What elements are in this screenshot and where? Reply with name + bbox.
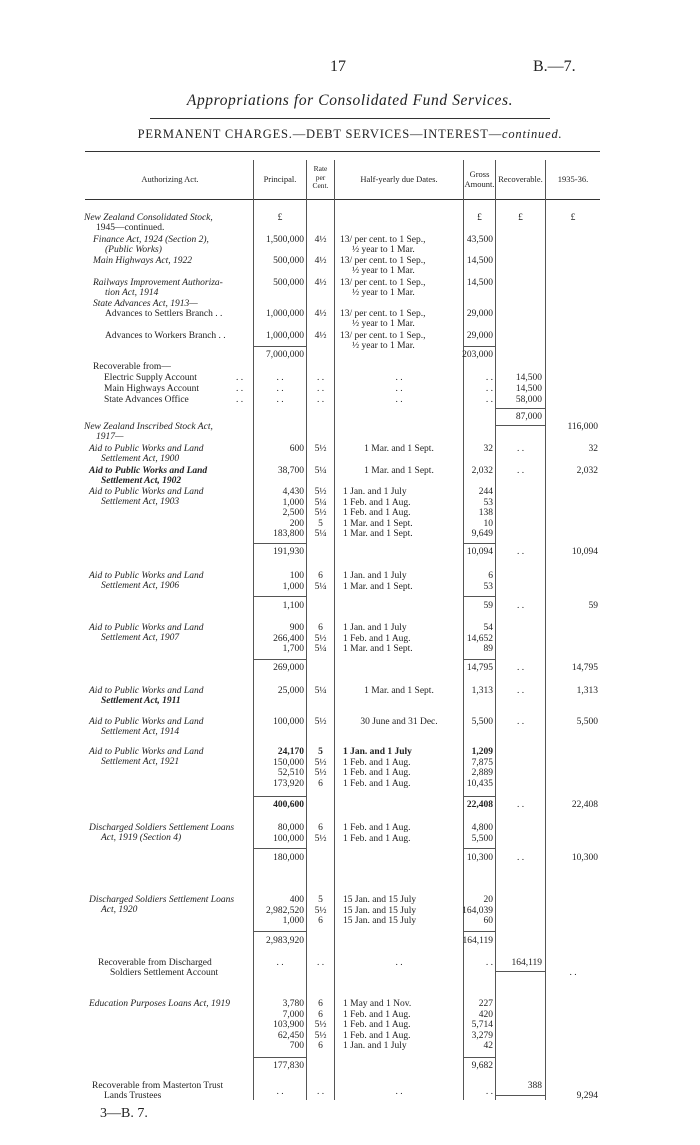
act-name-cont: Settlement Act, 1921 [101, 757, 180, 767]
leader-dots: . . [236, 373, 244, 383]
leader-dots: . . [516, 686, 525, 696]
leader-dots: . . [516, 717, 525, 727]
principal-total: 2,983,920 [266, 936, 304, 946]
act-name-cont: Settlement Act, 1900 [101, 454, 180, 464]
recoverable-line-cont: Lands Trustees [104, 1091, 162, 1101]
gross-value: 5,714 [471, 1020, 493, 1030]
year-value: 10,094 [571, 547, 598, 557]
act-name: Discharged Soldiers Settlement Loans [89, 895, 235, 905]
page-footer: 3—B. 7. [100, 1106, 148, 1121]
recoverable-item: Electric Supply Account [104, 373, 197, 383]
rate-value: 6 [318, 571, 323, 581]
recoverable-value: 14,500 [515, 373, 542, 383]
leader-dots: . . [395, 1087, 403, 1097]
rate-value: 5¼ [314, 644, 327, 654]
due-dates: 1 Feb. and 1 Aug. [343, 757, 411, 768]
col-header-principal: Principal. [263, 174, 297, 184]
gross-value: 54 [483, 623, 493, 633]
rate-value: 5½ [314, 487, 327, 497]
rate-value: 5½ [314, 768, 327, 778]
recoverable-value: 164,119 [511, 958, 542, 968]
leader-dots: . . [236, 384, 244, 394]
col-header-year: 1935-36. [557, 174, 589, 184]
principal-value: 266,400 [273, 633, 304, 644]
due-dates: 1 Feb. and 1 Aug. [343, 1030, 411, 1041]
principal-value: 100,000 [273, 833, 304, 844]
page-number: 17 [330, 58, 346, 75]
principal-total: 269,000 [273, 663, 304, 673]
gross-value: 14,500 [466, 278, 493, 288]
recoverable-heading: Recoverable from— [93, 362, 171, 372]
rate-value: 4½ [314, 278, 327, 288]
leader-dots: . . [516, 601, 525, 611]
gross-value: 9,649 [471, 529, 493, 539]
due-dates: 1 Mar. and 1 Sept. [343, 518, 413, 529]
gross-value: 42 [483, 1041, 493, 1051]
principal-value: 600 [289, 444, 304, 454]
rate-value: 5¼ [314, 529, 327, 539]
due-dates: 13/ per cent. to 1 Sep., [340, 256, 426, 266]
net-value: 116,000 [567, 422, 598, 432]
principal-value: 80,000 [277, 823, 304, 833]
leader-dots: . . [276, 1087, 284, 1097]
leader-dots: . . [485, 395, 493, 405]
principal-value: 103,900 [273, 1020, 304, 1030]
col-header-act: Authorizing Act. [141, 174, 199, 184]
rate-value: 6 [318, 623, 323, 633]
rate-value: 6 [318, 999, 323, 1009]
principal-value: 38,700 [277, 466, 304, 476]
act-name-cont: Settlement Act, 1907 [101, 633, 180, 643]
gross-value: 164,039 [462, 905, 493, 916]
leader-dots: . . [395, 958, 403, 968]
year-value: 14,795 [571, 663, 598, 673]
title-rule [150, 118, 550, 119]
rate-value: 5½ [314, 1030, 327, 1041]
rate-value: 4½ [314, 235, 327, 245]
rate-value: 5½ [314, 633, 327, 644]
total-rule [254, 543, 306, 544]
rate-value: 5 [318, 747, 323, 757]
due-dates: 15 Jan. and 15 July [343, 905, 417, 916]
principal-value: 900 [289, 623, 304, 633]
rate-value: 5¼ [314, 686, 327, 696]
act-name-cont: tion Act, 1914 [105, 288, 159, 298]
principal-value: 1,000 [282, 581, 304, 592]
leader-dots: . . [236, 395, 244, 405]
leader-dots: . . [276, 958, 284, 968]
due-dates-cont: ½ year to 1 Mar. [352, 266, 415, 276]
due-dates: 1 Mar. and 1 Sept. [343, 644, 413, 654]
total-rule [254, 796, 306, 797]
total-rule [464, 1057, 495, 1058]
gross-value: 420 [478, 1009, 493, 1020]
due-dates: 13/ per cent. to 1 Sep., [340, 331, 426, 341]
leader-dots: . . [516, 663, 525, 673]
principal-value: 100,000 [273, 717, 304, 727]
leader-dots: . . [316, 958, 325, 968]
principal-value: 500,000 [273, 256, 304, 266]
total-rule [464, 346, 495, 347]
principal-value: 173,920 [273, 778, 304, 789]
rate-value: 5 [318, 518, 323, 529]
principal-value: 7,000 [282, 1009, 304, 1020]
gross-value: 2,032 [471, 466, 493, 476]
due-dates: 15 Jan. and 15 July [343, 895, 417, 905]
principal-value: 1,500,000 [266, 235, 304, 245]
due-dates: 1 Feb. and 1 Aug. [343, 1020, 411, 1030]
gross-value: 43,500 [466, 235, 493, 245]
principal-value: 1,000 [282, 497, 304, 508]
act-name-cont: Act, 1920 [101, 905, 138, 915]
gross-total: 59 [483, 601, 493, 611]
leader-dots: . . [316, 1087, 325, 1097]
act-name-cont: Settlement Act, 1903 [101, 497, 180, 507]
principal-value: 62,450 [277, 1030, 304, 1041]
act-name: Aid to Public Works and Land [89, 487, 204, 497]
rate-value: 4½ [314, 331, 327, 341]
recoverable-value: 14,500 [515, 384, 542, 394]
act-name-cont: Settlement Act, 1914 [101, 727, 180, 737]
gross-value: 53 [483, 497, 493, 508]
year-value: 9,294 [576, 1091, 598, 1101]
due-dates: 1 Feb. and 1 Aug. [343, 508, 411, 518]
total-rule [464, 659, 495, 660]
principal-total: 1,100 [282, 601, 304, 611]
due-dates-cont: ½ year to 1 Mar. [352, 245, 415, 255]
principal-value: 200 [289, 518, 304, 529]
act-name-cont: Advances to Settlers Branch . . [105, 309, 223, 319]
gross-value: 20 [483, 895, 493, 905]
leader-dots: . . [395, 395, 403, 405]
col-header-gross: Gross Amount. [464, 169, 495, 189]
due-dates: 1 Jan. and 1 July [343, 747, 412, 757]
act-name: Finance Act, 1924 (Section 2), [93, 235, 209, 245]
due-dates: 1 Feb. and 1 Aug. [343, 833, 411, 844]
act-name: Education Purposes Loans Act, 1919 [89, 999, 231, 1009]
due-dates-cont: ½ year to 1 Mar. [352, 288, 415, 298]
due-dates: 1 Mar. and 1 Sept. [364, 686, 434, 696]
act-name-cont: Settlement Act, 1911 [101, 696, 181, 706]
due-dates: 1 May and 1 Nov. [343, 999, 412, 1009]
year-value: 5,500 [576, 717, 598, 727]
principal-value: 25,000 [277, 686, 304, 696]
act-name: Aid to Public Works and Land [89, 747, 204, 757]
principal-value: 100 [289, 571, 304, 581]
gross-value: 14,500 [466, 256, 493, 266]
recoverable-line: Recoverable from Masterton Trust [92, 1081, 224, 1091]
header-bottom-rule [85, 199, 600, 200]
gross-total: 203,000 [462, 350, 493, 360]
rate-value: 5½ [314, 508, 327, 518]
principal-value: 1,000,000 [266, 309, 304, 319]
section-heading: New Zealand Consolidated Stock, [84, 213, 213, 223]
gross-value: 227 [478, 999, 493, 1009]
act-name: Aid to Public Works and Land [89, 571, 204, 581]
act-name: Advances to Workers Branch . . [105, 331, 226, 341]
act-name: Aid to Public Works and Land [89, 686, 204, 696]
gross-value: 29,000 [466, 309, 493, 319]
total-rule [464, 596, 495, 597]
principal-value: 2,500 [282, 508, 304, 518]
act-name: Railways Improvement Authoriza- [93, 278, 223, 288]
due-dates: 1 Jan. and 1 July [343, 487, 407, 497]
recoverable-line: Recoverable from Discharged [98, 958, 212, 968]
gross-total: 10,300 [466, 853, 493, 863]
due-dates: 1 Mar. and 1 Sept. [364, 444, 434, 454]
total-rule [496, 971, 545, 972]
gross-total: 10,094 [466, 547, 493, 557]
principal-value: 4,430 [282, 487, 304, 497]
rate-value: 5¼ [314, 581, 327, 592]
recoverable-line-cont: Soldiers Settlement Account [110, 968, 219, 978]
due-dates: 1 Mar. and 1 Sept. [343, 581, 413, 592]
page-subtitle: PERMANENT CHARGES.—DEBT SERVICES—INTEREST—continued. [137, 127, 563, 141]
year-value: 10,300 [571, 853, 598, 863]
rate-value: 6 [318, 823, 323, 833]
rate-value: 6 [318, 1009, 323, 1020]
due-dates: 30 June and 31 Dec. [360, 717, 438, 727]
due-dates: 1 Feb. and 1 Aug. [343, 768, 411, 778]
section-heading-cont: 1917— [96, 432, 124, 442]
pound-sign: £ [518, 213, 523, 223]
gross-value: 60 [483, 916, 493, 926]
due-dates: 15 Jan. and 15 July [343, 916, 417, 926]
due-dates: 1 Feb. and 1 Aug. [343, 497, 411, 508]
total-rule [254, 659, 306, 660]
total-rule [464, 931, 495, 932]
leader-dots: . . [516, 853, 525, 863]
gross-total: 22,408 [466, 800, 493, 810]
recoverable-item: Main Highways Account [104, 384, 199, 394]
act-name: Aid to Public Works and Land [89, 623, 204, 633]
gross-value: 244 [478, 487, 493, 497]
total-rule [464, 848, 495, 849]
section-heading: New Zealand Inscribed Stock Act, [84, 422, 213, 432]
section-heading-cont: 1945—continued. [96, 223, 165, 233]
total-rule [254, 848, 306, 849]
gross-value: 7,875 [471, 757, 493, 768]
total-rule [496, 1095, 545, 1096]
principal-value: 150,000 [273, 757, 304, 768]
gross-value: 138 [478, 508, 493, 518]
due-dates: 1 Jan. and 1 July [343, 571, 407, 581]
gross-total: 164,119 [462, 936, 493, 946]
leader-dots: . . [316, 384, 325, 394]
gross-value: 3,279 [471, 1030, 493, 1041]
due-dates: 13/ per cent. to 1 Sep., [340, 235, 426, 245]
principal-value: 400 [289, 895, 304, 905]
col-header-recoverable: Recoverable. [498, 174, 543, 184]
rate-value: 5½ [314, 905, 327, 916]
rate-value: 5½ [314, 717, 327, 727]
col-header-dates: Half-yearly due Dates. [360, 174, 438, 184]
leader-dots: . . [485, 1087, 493, 1097]
leader-dots: . . [276, 395, 284, 405]
rate-value: 5¼ [314, 497, 327, 508]
principal-value: 1,000 [282, 916, 304, 926]
rate-value: 4½ [314, 256, 327, 266]
gross-value: 53 [483, 581, 493, 592]
principal-value: 500,000 [273, 278, 304, 288]
gross-total: 9,682 [471, 1061, 493, 1071]
gross-value: 5,500 [471, 833, 493, 844]
gross-value: 4,800 [471, 823, 493, 833]
leader-dots: . . [485, 384, 493, 394]
due-dates-cont: ½ year to 1 Mar. [352, 341, 415, 351]
leader-dots: . . [316, 395, 325, 405]
principal-total: 191,930 [273, 547, 304, 557]
rate-value: 6 [318, 1041, 323, 1051]
due-dates: 13/ per cent. to 1 Sep., [340, 278, 426, 288]
leader-dots: . . [485, 373, 493, 383]
principal-total: 400,600 [273, 800, 304, 810]
rate-value: 5½ [314, 1020, 327, 1030]
gross-value: 1,313 [471, 686, 493, 696]
principal-value: 1,000,000 [266, 331, 304, 341]
act-name: Aid to Public Works and Land [89, 466, 208, 476]
act-name: State Advances Act, 1913— [93, 299, 198, 309]
year-value: 32 [588, 444, 598, 454]
due-dates: 1 Jan. and 1 July [343, 623, 407, 633]
gross-value: 32 [483, 444, 493, 454]
due-dates-cont: ½ year to 1 Mar. [352, 319, 415, 329]
act-name-cont: Settlement Act, 1906 [101, 581, 180, 591]
col-divider [545, 160, 546, 1100]
total-rule [254, 346, 306, 347]
leader-dots: . . [516, 800, 525, 810]
rate-value: 5½ [314, 833, 327, 844]
pound-sign: £ [277, 213, 283, 223]
recoverable-value: 388 [527, 1081, 542, 1091]
principal-value: 1,700 [282, 644, 304, 654]
recoverable-value: 58,000 [515, 395, 542, 405]
rate-value: 5¼ [314, 466, 327, 476]
act-name-cont: Act, 1919 (Section 4) [101, 833, 182, 843]
principal-value: 2,982,520 [266, 905, 304, 916]
gross-value: 14,652 [466, 633, 493, 644]
principal-value: 3,780 [282, 999, 304, 1009]
rate-value: 5½ [314, 757, 327, 768]
due-dates: 1 Mar. and 1 Sept. [343, 529, 413, 539]
principal-total: 180,000 [273, 853, 304, 863]
recoverable-total: 87,000 [515, 412, 542, 422]
gross-total: 14,795 [466, 663, 493, 673]
year-value: 22,408 [571, 800, 598, 810]
page-title: Appropriations for Consolidated Fund Services. [186, 92, 514, 109]
rate-value: 4½ [314, 309, 327, 319]
act-name-cont: Settlement Act, 1902 [101, 476, 182, 486]
rate-value: 6 [318, 778, 323, 789]
gross-value: 5,500 [471, 717, 493, 727]
total-rule [254, 931, 306, 932]
total-rule [464, 796, 495, 797]
leader-dots: . . [485, 958, 493, 968]
act-name-cont: (Public Works) [105, 245, 162, 255]
act-name: Aid to Public Works and Land [89, 717, 204, 727]
due-dates: 1 Feb. and 1 Aug. [343, 823, 411, 833]
principal-value: 52,510 [277, 768, 304, 778]
principal-value: 700 [289, 1041, 304, 1051]
total-rule [254, 596, 306, 597]
principal-value: 183,800 [273, 529, 304, 539]
rate-value: 6 [318, 916, 323, 926]
act-name: Aid to Public Works and Land [89, 444, 204, 454]
pound-sign: £ [477, 213, 482, 223]
leader-dots: . . [276, 384, 284, 394]
gross-value: 2,889 [471, 768, 493, 778]
rate-value: 5 [318, 895, 323, 905]
act-name: Discharged Soldiers Settlement Loans [89, 823, 235, 833]
gross-value: 89 [483, 644, 493, 654]
pound-sign: £ [570, 213, 576, 223]
rate-value: 5½ [314, 444, 327, 454]
total-rule [496, 425, 545, 426]
gross-value: 29,000 [466, 331, 493, 341]
total-rule [496, 408, 545, 409]
due-dates: 1 Feb. and 1 Aug. [343, 633, 411, 644]
due-dates: 1 Jan. and 1 July [343, 1041, 407, 1051]
due-dates: 1 Feb. and 1 Aug. [343, 778, 411, 789]
gross-value: 1,209 [471, 747, 493, 757]
document-code: B.—7. [533, 58, 576, 75]
col-header-rate: Rate per Cent. [312, 164, 329, 190]
gross-value: 10 [483, 518, 493, 529]
leader-dots: . . [516, 547, 525, 557]
leader-dots: . . [276, 373, 284, 383]
leader-dots: . . [569, 968, 577, 978]
total-rule [254, 1057, 306, 1058]
principal-total: 177,830 [273, 1061, 304, 1071]
leader-dots: . . [316, 373, 325, 383]
principal-value: 24,170 [277, 747, 304, 757]
leader-dots: . . [516, 444, 525, 454]
total-rule [464, 543, 495, 544]
year-value: 59 [588, 601, 598, 611]
gross-value: 10,435 [466, 778, 493, 789]
due-dates: 1 Mar. and 1 Sept. [364, 466, 434, 476]
due-dates: 13/ per cent. to 1 Sep., [340, 309, 426, 319]
leader-dots: . . [395, 384, 403, 394]
act-name: Main Highways Act, 1922 [93, 256, 193, 266]
leader-dots: . . [395, 373, 403, 383]
due-dates: 1 Feb. and 1 Aug. [343, 1009, 411, 1020]
leader-dots: . . [516, 466, 525, 476]
year-value: 2,032 [576, 466, 598, 476]
year-value: 1,313 [576, 686, 598, 696]
table-top-rule [85, 151, 600, 152]
principal-total: 7,000,000 [266, 350, 304, 360]
recoverable-item: State Advances Office [104, 395, 189, 405]
gross-value: 6 [488, 571, 493, 581]
